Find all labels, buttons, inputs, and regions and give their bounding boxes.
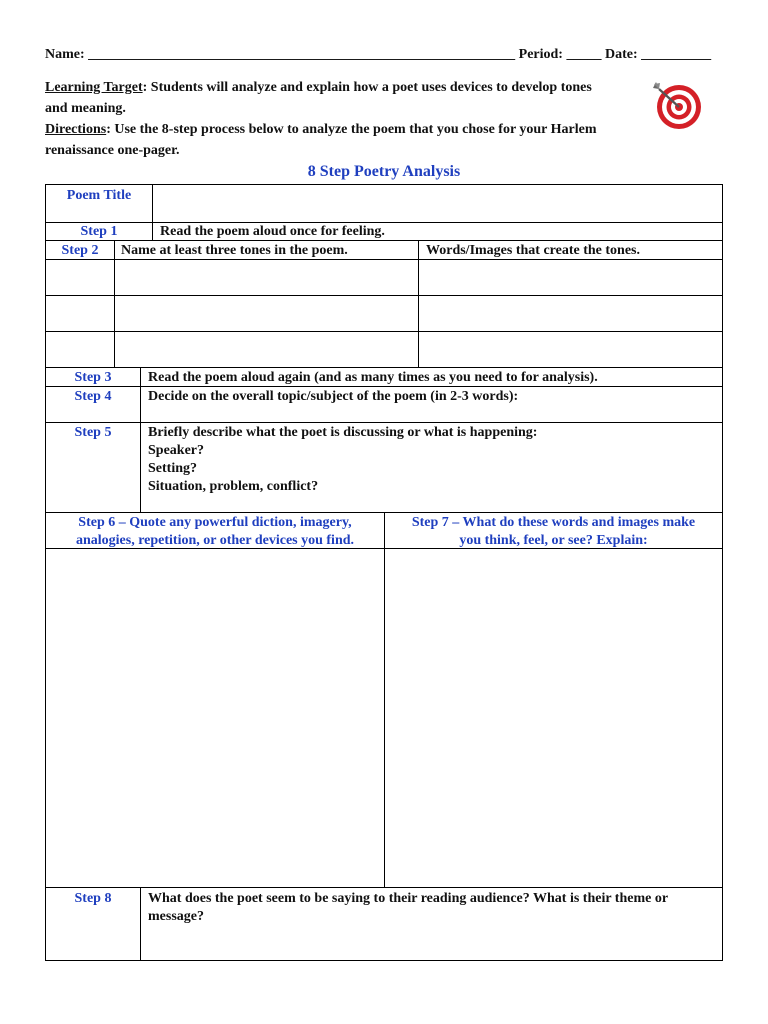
step7-text-1: Step 7 – What do these words and images make (411, 515, 696, 530)
step8-label: Step 8 (74, 891, 112, 906)
words-input-3[interactable] (419, 332, 722, 366)
step6-header (46, 514, 384, 550)
step5-speaker: Speaker? (148, 443, 204, 458)
date-label: Date: (604, 47, 638, 62)
header-line (45, 47, 711, 63)
step5-situation: Situation, problem, conflict? (148, 479, 319, 494)
period-label: Period: (518, 47, 563, 62)
directions (45, 122, 597, 138)
step1-text: Read the poem aloud once for feeling. (160, 224, 385, 239)
step5-setting: Setting? (148, 461, 197, 476)
words-input-1[interactable] (419, 260, 722, 294)
step1-label: Step 1 (80, 224, 118, 239)
name-field[interactable]: _____________________________________________________________ (88, 47, 516, 62)
step3-text: Read the poem aloud again (and as many times as you need to for analysis). (148, 370, 598, 385)
date-field[interactable]: __________ (641, 47, 712, 62)
poem-title-input[interactable] (153, 185, 722, 221)
step5-label: Step 5 (74, 425, 112, 440)
words-input-2[interactable] (419, 296, 722, 330)
name-label: Name: (45, 47, 85, 62)
step2-words-header: Words/Images that create the tones. (426, 243, 640, 258)
tone-input-2[interactable] (115, 296, 417, 330)
step8-text-2: message? (148, 909, 204, 924)
directions-cont: renaissance one-pager. (45, 143, 180, 158)
poem-title-label: Poem Title (66, 188, 132, 203)
directions-text: : Use the 8-step process below to analyze the poem that you chose for your Harlem (106, 122, 597, 137)
step2-label: Step 2 (61, 243, 99, 258)
step8-text (148, 890, 668, 926)
period-field[interactable]: _____ (566, 47, 602, 62)
step6-text-2: analogies, repetition, or other devices you find. (75, 533, 355, 548)
step7-header (385, 514, 722, 550)
worksheet-title: 8 Step Poetry Analysis (307, 163, 461, 180)
step4-label: Step 4 (74, 389, 112, 404)
step7-text-2: you think, feel, or see? Explain: (459, 533, 648, 548)
step6-text-1: Step 6 – Quote any powerful diction, imagery, (78, 515, 352, 530)
step2-tones-header: Name at least three tones in the poem. (121, 243, 348, 258)
step5-text: Briefly describe what the poet is discussing or what is happening: (148, 425, 538, 440)
learning-target-cont: and meaning. (45, 101, 126, 116)
target-dart-icon (650, 76, 704, 130)
tone-input-3[interactable] (115, 332, 417, 366)
learning-target-text: : Students will analyze and explain how a poet uses devices to develop tones (142, 80, 592, 95)
directions-label: Directions (45, 122, 107, 137)
step4-text: Decide on the overall topic/subject of the poem (in 2-3 words): (148, 389, 519, 404)
tone-input-1[interactable] (115, 260, 417, 294)
learning-target-label: Learning Target (45, 80, 143, 95)
step6-input[interactable] (46, 549, 383, 886)
learning-target (45, 80, 592, 96)
step8-text-1: What does the poet seem to be saying to their reading audience? What is their theme or (148, 891, 669, 906)
step7-input[interactable] (385, 549, 722, 886)
step3-label: Step 3 (74, 370, 112, 385)
